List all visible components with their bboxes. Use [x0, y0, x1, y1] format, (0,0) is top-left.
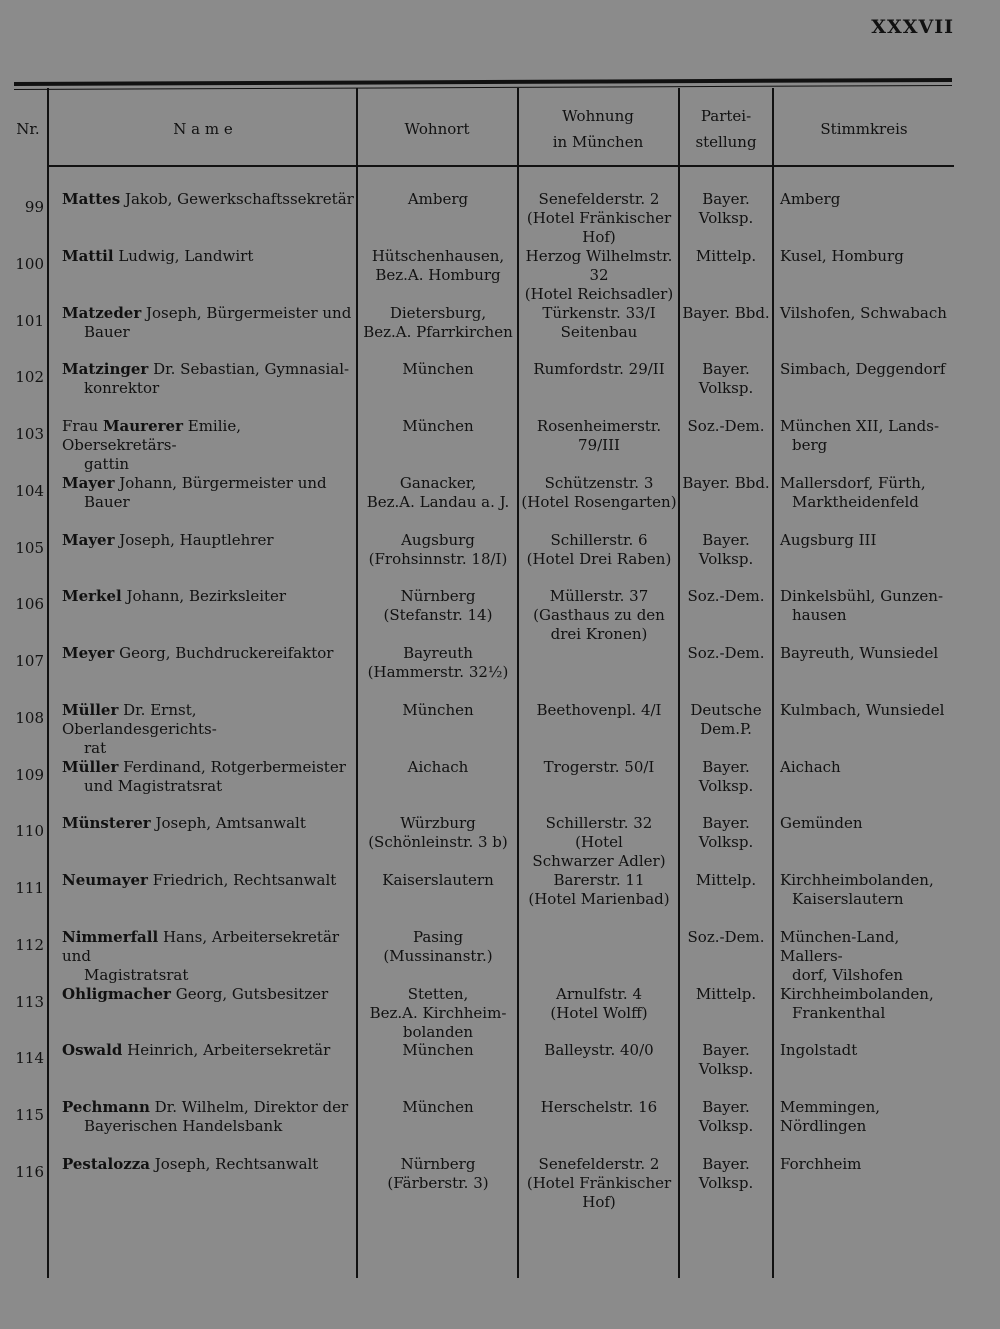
- name-line2: Magistratsrat: [84, 966, 189, 984]
- constituency-line1: Kirchheimbolanden,: [780, 871, 934, 889]
- munich-address: [520, 1155, 678, 1212]
- party-line1: Bayer.: [702, 814, 750, 832]
- name-rest: Dr. Sebastian, Gymnasial-: [148, 360, 350, 378]
- residence-line1: München: [402, 1098, 474, 1116]
- party-line1: Bayer.: [702, 1098, 750, 1116]
- surname: Mayer: [62, 474, 115, 492]
- party: [680, 587, 772, 606]
- table-row: [0, 190, 1000, 246]
- member-name: [62, 587, 354, 606]
- header-wohnung-line2: in München: [552, 133, 644, 151]
- surname: Müller: [62, 758, 119, 776]
- constituency-line1: Bayreuth, Wunsiedel: [780, 644, 939, 662]
- munich-address-line2: (Hotel Marienbad): [528, 890, 670, 908]
- constituency-line1: München XII, Lands-: [780, 417, 940, 435]
- munich-address-line1: Müllerstr. 37: [549, 587, 649, 605]
- row-number: 113: [15, 993, 44, 1011]
- table-row: [0, 871, 1000, 927]
- residence-line1: Kaiserslautern: [382, 871, 494, 889]
- party: [680, 190, 772, 228]
- member-name: [62, 1041, 354, 1060]
- residence-line3: bolanden: [402, 1023, 474, 1041]
- constituency-line1: Simbach, Deggendorf: [780, 360, 946, 378]
- member-name: [62, 417, 354, 474]
- name-rest: Joseph, Hauptlehrer: [114, 531, 274, 549]
- constituency: [780, 247, 956, 266]
- row-number: 102: [15, 368, 44, 386]
- surname: Nimmerfall: [62, 928, 159, 946]
- header-stimmkreis-label: Stimmkreis: [820, 120, 908, 138]
- residence: [360, 985, 516, 1042]
- residence: [360, 587, 516, 625]
- residence: [360, 247, 516, 285]
- party-line2: Volksp.: [698, 209, 754, 227]
- row-number: 104: [15, 482, 44, 500]
- party-line1: Bayer.: [702, 1041, 750, 1059]
- table-row: [0, 1041, 1000, 1097]
- constituency-line1: Forchheim: [780, 1155, 862, 1173]
- row-number: 99: [24, 198, 44, 216]
- party-line2: Volksp.: [698, 1174, 754, 1192]
- table-row: [0, 701, 1000, 757]
- name-rest: Johann, Bezirksleiter: [121, 587, 287, 605]
- table-row: [0, 587, 1000, 643]
- surname: Matzinger: [62, 360, 149, 378]
- name-rest: Joseph, Rechtsanwalt: [149, 1155, 319, 1173]
- table-row: [0, 360, 1000, 416]
- party: [680, 985, 772, 1004]
- munich-address: [520, 1041, 678, 1060]
- name-prefix: Frau: [62, 417, 103, 435]
- residence-line1: München: [402, 417, 474, 435]
- member-name: [62, 701, 354, 758]
- munich-address-line2: (Gasthaus zu den: [533, 606, 665, 624]
- party-line1: Soz.-Dem.: [687, 417, 765, 435]
- party-line1: Mittelp.: [695, 247, 757, 265]
- constituency-line2: Kaiserslautern: [792, 890, 904, 908]
- residence: [360, 304, 516, 342]
- constituency: [780, 928, 956, 985]
- member-name: [62, 1155, 354, 1174]
- party-line1: Bayer.: [702, 190, 750, 208]
- party-line1: Bayer.: [702, 360, 750, 378]
- party-line1: Soz.-Dem.: [687, 587, 765, 605]
- munich-address-line1: Arnulfstr. 4: [555, 985, 642, 1003]
- surname: Mattil: [62, 247, 114, 265]
- residence: [360, 701, 516, 720]
- row-number: 106: [15, 595, 44, 613]
- name-rest: Heinrich, Arbeitersekretär: [122, 1041, 331, 1059]
- surname: Pestalozza: [62, 1155, 150, 1173]
- constituency: [780, 1041, 956, 1060]
- header-stimmkreis: [774, 96, 954, 162]
- name-line2: konrektor: [84, 379, 160, 397]
- constituency-line2: Marktheidenfeld: [792, 493, 919, 511]
- munich-address-line2: (Hotel: [575, 833, 623, 851]
- page-number: XXXVII: [871, 16, 954, 38]
- munich-address: [520, 758, 678, 777]
- row-number: 101: [15, 312, 44, 330]
- constituency-line1: Aichach: [780, 758, 841, 776]
- member-name: [62, 247, 354, 266]
- constituency: [780, 190, 956, 209]
- constituency: [780, 814, 956, 833]
- residence: [360, 417, 516, 436]
- header-wohnung-line1: Wohnung: [562, 107, 634, 125]
- header-nr-label: Nr.: [16, 120, 40, 138]
- table-row: [0, 814, 1000, 870]
- row-number: 108: [15, 709, 44, 727]
- surname: Ohligmacher: [62, 985, 171, 1003]
- surname: Meyer: [62, 644, 115, 662]
- munich-address: [520, 814, 678, 871]
- residence-line2: Bez.A. Kirchheim-: [369, 1004, 507, 1022]
- row-number: 116: [15, 1163, 44, 1181]
- name-line2: und Magistratsrat: [84, 777, 223, 795]
- residence-line2: Bez.A. Landau a. J.: [366, 493, 510, 511]
- constituency: [780, 701, 956, 720]
- munich-address: [520, 190, 678, 247]
- table-row: [0, 1098, 1000, 1154]
- residence-line1: Ganacker,: [399, 474, 477, 492]
- constituency-line2: berg: [792, 436, 828, 454]
- member-name: [62, 928, 354, 985]
- surname: Neumayer: [62, 871, 148, 889]
- residence: [360, 758, 516, 777]
- row-number: 110: [15, 822, 44, 840]
- residence: [360, 360, 516, 379]
- name-line2: Bauer: [84, 493, 130, 511]
- constituency: [780, 417, 956, 455]
- header-nr: [10, 96, 46, 162]
- row-number: 109: [15, 766, 44, 784]
- constituency-line1: München-Land, Mallers-: [780, 928, 900, 965]
- party-line2: Volksp.: [698, 777, 754, 795]
- constituency-line2: dorf, Vilshofen: [792, 966, 903, 984]
- residence-line1: Amberg: [407, 190, 469, 208]
- constituency: [780, 474, 956, 512]
- constituency: [780, 587, 956, 625]
- munich-address-line2: (Hotel Rosengarten): [521, 493, 677, 511]
- party: [680, 1155, 772, 1193]
- name-rest: Johann, Bürgermeister und: [114, 474, 327, 492]
- residence-line1: Augsburg: [401, 531, 475, 549]
- member-name: [62, 758, 354, 796]
- munich-address-line3: drei Kronen): [550, 625, 648, 643]
- row-number: 112: [15, 936, 44, 954]
- header-name: [50, 96, 356, 162]
- name-rest: Ludwig, Landwirt: [113, 247, 254, 265]
- residence-line2: (Schönleinstr. 3 b): [368, 833, 508, 851]
- row-number: 100: [15, 255, 44, 273]
- residence: [360, 1041, 516, 1060]
- constituency-line1: Vilshofen, Schwabach: [780, 304, 947, 322]
- name-rest: Emilie, Obersekretärs-: [62, 417, 241, 454]
- munich-address: [520, 474, 678, 512]
- row-number: 114: [15, 1049, 44, 1067]
- party-line1: Deutsche: [690, 701, 762, 719]
- name-rest: Ferdinand, Rotgerbermeister: [118, 758, 346, 776]
- name-line2: Bauer: [84, 323, 130, 341]
- residence-line2: Bez.A. Pfarrkirchen: [363, 323, 513, 341]
- residence-line1: München: [402, 1041, 474, 1059]
- munich-address-line1: Türkenstr. 33/I: [542, 304, 656, 322]
- munich-address-line2: (Hotel Reichsadler): [524, 285, 674, 303]
- row-number: 107: [15, 652, 44, 670]
- munich-address-line1: Balleystr. 40/0: [544, 1041, 654, 1059]
- residence-line1: Stetten,: [407, 985, 469, 1003]
- party: [680, 304, 772, 323]
- name-line2: Bayerischen Handelsbank: [84, 1117, 283, 1135]
- header-wohnung: [519, 96, 677, 162]
- surname: Matzeder: [62, 304, 142, 322]
- residence-line2: (Stefanstr. 14): [383, 606, 493, 624]
- constituency-line1: Kirchheimbolanden,: [780, 985, 934, 1003]
- top-double-rule-thin: [14, 85, 952, 90]
- constituency: [780, 644, 956, 663]
- table-row: [0, 758, 1000, 814]
- munich-address-line1: Trogerstr. 50/I: [543, 758, 655, 776]
- party: [680, 644, 772, 663]
- party: [680, 814, 772, 852]
- member-name: [62, 190, 354, 209]
- header-wohnort-label: Wohnort: [404, 120, 470, 138]
- name-line2: gattin: [84, 455, 130, 473]
- header-wohnort: [358, 96, 516, 162]
- member-name: [62, 1098, 354, 1136]
- party-line1: Bayer. Bbd.: [682, 474, 770, 492]
- name-rest: Joseph, Bürgermeister und: [141, 304, 352, 322]
- constituency: [780, 871, 956, 909]
- table-row: [0, 644, 1000, 700]
- residence: [360, 644, 516, 682]
- table-row: [0, 1155, 1000, 1211]
- party-line2: Dem.P.: [700, 720, 752, 738]
- surname: Oswald: [62, 1041, 123, 1059]
- constituency: [780, 758, 956, 777]
- residence: [360, 190, 516, 209]
- party: [680, 360, 772, 398]
- surname: Mayer: [62, 531, 115, 549]
- constituency-line1: Dinkelsbühl, Gunzen-: [780, 587, 944, 605]
- constituency-line1: Kulmbach, Wunsiedel: [780, 701, 945, 719]
- munich-address: [520, 247, 678, 304]
- constituency-line2: hausen: [792, 606, 847, 624]
- party-line1: Bayer.: [702, 1155, 750, 1173]
- munich-address-line1: Beethovenpl. 4/I: [536, 701, 662, 719]
- surname: Mattes: [62, 190, 121, 208]
- member-name: [62, 474, 354, 512]
- constituency: [780, 985, 956, 1023]
- residence-line2: (Mussinanstr.): [383, 947, 493, 965]
- party: [680, 1041, 772, 1079]
- name-line2: rat: [84, 739, 107, 757]
- munich-address: [520, 417, 678, 455]
- row-number: 111: [15, 879, 44, 897]
- residence-line2: Bez.A. Homburg: [375, 266, 501, 284]
- constituency-line1: Ingolstadt: [780, 1041, 858, 1059]
- munich-address-line1: Senefelderstr. 2: [538, 190, 660, 208]
- munich-address-line3: Schwarzer Adler): [532, 852, 666, 870]
- constituency: [780, 1155, 956, 1174]
- surname: Müller: [62, 701, 119, 719]
- name-rest: Friedrich, Rechtsanwalt: [147, 871, 337, 889]
- munich-address-line2: Seitenbau: [560, 323, 638, 341]
- row-number: 115: [15, 1106, 44, 1124]
- header-partei-line1: Partei-: [700, 107, 752, 125]
- residence-line2: (Frohsinnstr. 18/I): [368, 550, 508, 568]
- name-rest: Jakob, Gewerkschaftssekretär: [120, 190, 354, 208]
- name-rest: Georg, Buchdruckereifaktor: [114, 644, 334, 662]
- constituency: [780, 304, 956, 323]
- constituency: [780, 1098, 956, 1136]
- name-rest: Joseph, Amtsanwalt: [150, 814, 306, 832]
- party-line1: Mittelp.: [695, 871, 757, 889]
- member-name: [62, 360, 354, 398]
- munich-address: [520, 701, 678, 720]
- munich-address: [520, 587, 678, 644]
- table-row: [0, 304, 1000, 360]
- residence-line2: (Färberstr. 3): [387, 1174, 489, 1192]
- constituency-line1: Amberg: [780, 190, 841, 208]
- residence-line1: Dietersburg,: [389, 304, 487, 322]
- constituency-line1: Mallersdorf, Fürth,: [780, 474, 926, 492]
- party: [680, 417, 772, 436]
- table-row: [0, 247, 1000, 303]
- munich-address-line2: (Hotel Drei Raben): [526, 550, 672, 568]
- residence-line1: München: [402, 701, 474, 719]
- party: [680, 701, 772, 739]
- constituency-line1: Gemünden: [780, 814, 863, 832]
- munich-address-line1: Schillerstr. 6: [550, 531, 648, 549]
- party-line1: Mittelp.: [695, 985, 757, 1003]
- party: [680, 871, 772, 890]
- constituency: [780, 360, 956, 379]
- party-line2: Volksp.: [698, 550, 754, 568]
- party-line1: Bayer.: [702, 531, 750, 549]
- party: [680, 758, 772, 796]
- surname: Pechmann: [62, 1098, 150, 1116]
- residence: [360, 1155, 516, 1193]
- surname: Maurerer: [102, 417, 183, 435]
- residence-line1: Nürnberg: [400, 1155, 476, 1173]
- name-rest: Hans, Arbeitersekretär und: [62, 928, 340, 965]
- member-name: [62, 644, 354, 663]
- member-name: [62, 531, 354, 550]
- residence-line1: Bayreuth: [403, 644, 473, 662]
- munich-address-line1: Schützenstr. 3: [544, 474, 654, 492]
- header-rule: [48, 165, 954, 167]
- munich-address: [520, 1098, 678, 1117]
- residence-line1: München: [402, 360, 474, 378]
- munich-address-line1: Rumfordstr. 29/II: [533, 360, 665, 378]
- residence-line1: Pasing: [412, 928, 464, 946]
- munich-address-line1: Rosenheimerstr. 79/III: [536, 417, 662, 454]
- munich-address-line1: Herzog Wilhelmstr. 32: [525, 247, 673, 284]
- residence: [360, 474, 516, 512]
- munich-address-line2: (Hotel Wolff): [550, 1004, 648, 1022]
- constituency-line2: Frankenthal: [792, 1004, 886, 1022]
- residence-line1: Hütschenhausen,: [371, 247, 505, 265]
- residence-line1: Würzburg: [400, 814, 476, 832]
- surname: Merkel: [62, 587, 122, 605]
- table-row: [0, 928, 1000, 984]
- name-rest: Dr. Ernst, Oberlandesgerichts-: [62, 701, 217, 738]
- name-rest: Georg, Gutsbesitzer: [170, 985, 329, 1003]
- party-line1: Bayer.: [702, 758, 750, 776]
- constituency-line1: Kusel, Homburg: [780, 247, 904, 265]
- residence: [360, 928, 516, 966]
- munich-address: [520, 871, 678, 909]
- header-name-label: N a m e: [173, 120, 233, 138]
- table-row: [0, 985, 1000, 1041]
- munich-address-line1: Herschelstr. 16: [540, 1098, 658, 1116]
- member-name: [62, 871, 354, 890]
- party: [680, 247, 772, 266]
- party-line2: Volksp.: [698, 833, 754, 851]
- party: [680, 1098, 772, 1136]
- residence: [360, 814, 516, 852]
- constituency: [780, 531, 956, 550]
- row-number: 103: [15, 425, 44, 443]
- party-line1: Soz.-Dem.: [687, 928, 765, 946]
- party: [680, 474, 772, 493]
- munich-address: [520, 304, 678, 342]
- party-line2: Volksp.: [698, 1060, 754, 1078]
- member-name: [62, 985, 354, 1004]
- munich-address-line1: Schillerstr. 32: [545, 814, 653, 832]
- surname: Münsterer: [62, 814, 151, 832]
- party-line1: Bayer. Bbd.: [682, 304, 770, 322]
- table-row: [0, 474, 1000, 530]
- table-row: [0, 531, 1000, 587]
- party: [680, 928, 772, 947]
- party: [680, 531, 772, 569]
- header-partei-line2: stellung: [695, 133, 757, 151]
- residence-line1: Aichach: [407, 758, 469, 776]
- munich-address: [520, 360, 678, 379]
- header-partei: [680, 96, 772, 162]
- table-row: [0, 417, 1000, 473]
- party-line1: Soz.-Dem.: [687, 644, 765, 662]
- row-number: 105: [15, 539, 44, 557]
- constituency-line1: Augsburg III: [780, 531, 877, 549]
- residence: [360, 871, 516, 890]
- name-rest: Dr. Wilhelm, Direktor der: [149, 1098, 349, 1116]
- munich-address: [520, 985, 678, 1023]
- constituency-line1: Memmingen, Nördlingen: [780, 1098, 881, 1135]
- party-line2: Volksp.: [698, 379, 754, 397]
- munich-address-line2: (Hotel Fränkischer Hof): [526, 209, 672, 246]
- member-name: [62, 814, 354, 833]
- munich-address: [520, 531, 678, 569]
- residence: [360, 531, 516, 569]
- party-line2: Volksp.: [698, 1117, 754, 1135]
- residence-line1: Nürnberg: [400, 587, 476, 605]
- residence: [360, 1098, 516, 1117]
- munich-address-line1: Barerstr. 11: [553, 871, 645, 889]
- munich-address-line2: (Hotel Fränkischer Hof): [526, 1174, 672, 1211]
- residence-line2: (Hammerstr. 32½): [367, 663, 509, 681]
- member-name: [62, 304, 354, 342]
- munich-address-line1: Senefelderstr. 2: [538, 1155, 660, 1173]
